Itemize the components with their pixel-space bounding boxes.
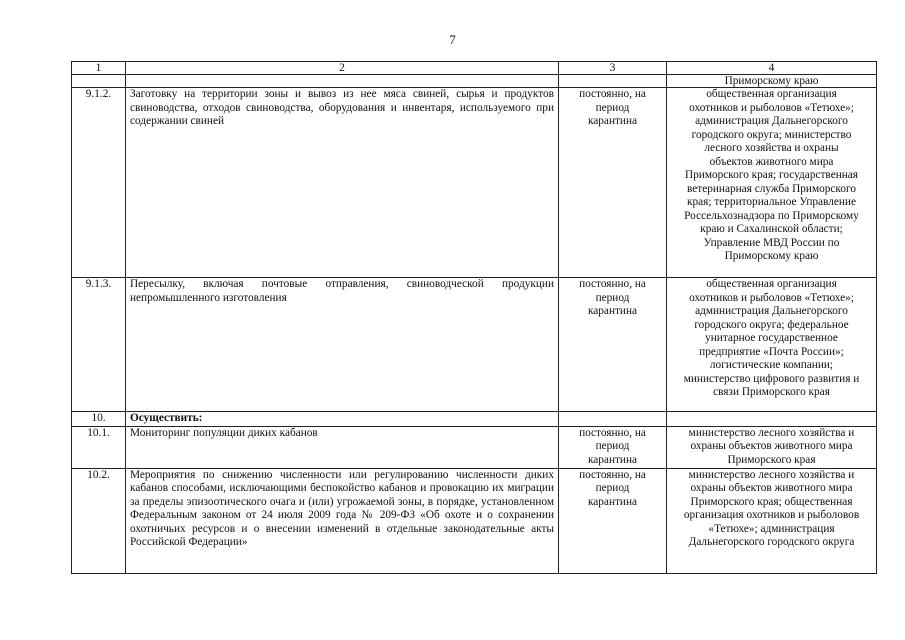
responsible-line: Приморского края; государственная [684, 169, 859, 181]
responsible-line: общественная организация [706, 88, 837, 100]
period-line: период [595, 482, 630, 494]
row-period [559, 412, 667, 427]
row-description: Заготовку на территории зоны и вывоз из нее мяса свиней, сырья и продуктов свиноводства, отходов свиноводства, оборудования и инвентаря, используемого при содержании свиней [126, 88, 559, 278]
row-description: Мероприятия по снижению численности или регулированию численности диких кабанов способами, исключающими беспокойство кабанов и провокацию их миграции за пределы эпизоотического очага и (или) угрожаемой зоны, в порядке, установленном Федеральным законом от 24 июля 2009 года № 209-ФЗ «Об охоте и о сохранении охотничьих ресурсов и о внесении изменений в отдельные законодательные акты Российской Федерации» [126, 468, 559, 573]
period-line: постоянно, на [579, 88, 646, 100]
row-number: 9.1.3. [72, 278, 126, 412]
responsible-line: охраны объектов животного мира [690, 440, 853, 452]
responsible-line: объектов животного мира [709, 155, 834, 168]
period-line: период [595, 291, 630, 304]
period-line: постоянно, на [579, 468, 646, 481]
row-responsible [667, 278, 877, 412]
responsible-line: городского округа; федеральное [694, 318, 849, 331]
header-cell-1: 1 [72, 62, 126, 75]
responsible-line: администрация Дальнегорского [695, 115, 848, 127]
row-number: 10. [72, 412, 126, 427]
responsible-line: Приморского края [727, 453, 816, 466]
responsible-line: ветеринарная служба Приморского [687, 182, 856, 195]
responsible-line: организация охотников и рыболовов [683, 509, 860, 521]
period-line: постоянно, на [579, 278, 646, 290]
period-line: постоянно, на [579, 426, 646, 439]
row-period [559, 88, 667, 278]
row-description: Пересылку, включая почтовые отправления, свиноводческой продукции непромышленного изготовления [126, 278, 559, 412]
page-number: 7 [449, 32, 456, 47]
responsible-line: министерство цифрового развития и [683, 372, 860, 385]
responsible-line: краю и Сахалинской области; [700, 223, 843, 235]
period-line: карантина [587, 115, 638, 127]
continuation-row [72, 75, 877, 88]
responsible-line: края; территориальное Управление [687, 196, 856, 208]
header-row [72, 62, 877, 75]
responsible-line: Россельхознадзора по Приморскому [684, 209, 859, 222]
table-row [72, 468, 877, 573]
period-line: карантина [587, 453, 638, 466]
header-cell-4: 4 [667, 62, 877, 75]
header-cell-3: 3 [559, 62, 667, 75]
row-description: Мониторинг популяции диких кабанов [126, 426, 559, 468]
responsible-line: Приморского края; общественная [690, 495, 853, 508]
responsible-line: связи Приморского края [713, 386, 830, 398]
row-number: 9.1.2. [72, 88, 126, 278]
responsible-line: «Тетюхе»; администрация [708, 522, 835, 535]
row-period [559, 278, 667, 412]
responsible-line: логистические компании; [709, 359, 834, 371]
row-responsible [667, 88, 877, 278]
responsible-line: общественная организация [706, 278, 837, 290]
responsible-line: предприятие «Почта России»; [699, 345, 844, 358]
table-row [72, 88, 877, 278]
row-responsible [667, 468, 877, 573]
row-number: 10.1. [72, 426, 126, 468]
table-body [72, 88, 877, 574]
responsible-line: Приморскому краю [724, 250, 819, 262]
row-number: 10.2. [72, 468, 126, 573]
responsible-line: лесного хозяйства и охраны [704, 142, 839, 154]
responsible-line: администрация Дальнегорского [695, 305, 848, 317]
table-row [72, 426, 877, 468]
responsible-line: охраны объектов животного мира [690, 482, 853, 494]
responsible-line: министерство лесного хозяйства и [688, 468, 855, 481]
period-line: карантина [587, 495, 638, 508]
period-line: период [595, 101, 630, 114]
responsible-line: городского округа; министерство [691, 128, 852, 141]
row-responsible [667, 412, 877, 427]
row-description: Осуществить: [126, 412, 559, 427]
row-responsible [667, 426, 877, 468]
responsible-line: министерство лесного хозяйства и [688, 426, 855, 439]
responsible-line: Дальнегорского городского округа [688, 536, 855, 548]
row-period [559, 468, 667, 573]
responsible-line: охотников и рыболовов «Тетюхе»; [689, 101, 854, 114]
header-cell-2: 2 [126, 62, 559, 75]
period-line: период [595, 440, 630, 452]
period-line: карантина [587, 305, 638, 317]
responsible-line: Управление МВД России по [703, 236, 840, 249]
table-row [72, 278, 877, 412]
responsible-line: охотников и рыболовов «Тетюхе»; [689, 291, 854, 304]
continuation-text: Приморскому краю [667, 75, 877, 88]
table-row [72, 412, 877, 427]
responsible-line: унитарное государственное [705, 332, 838, 344]
row-period [559, 426, 667, 468]
measures-table [71, 61, 877, 574]
